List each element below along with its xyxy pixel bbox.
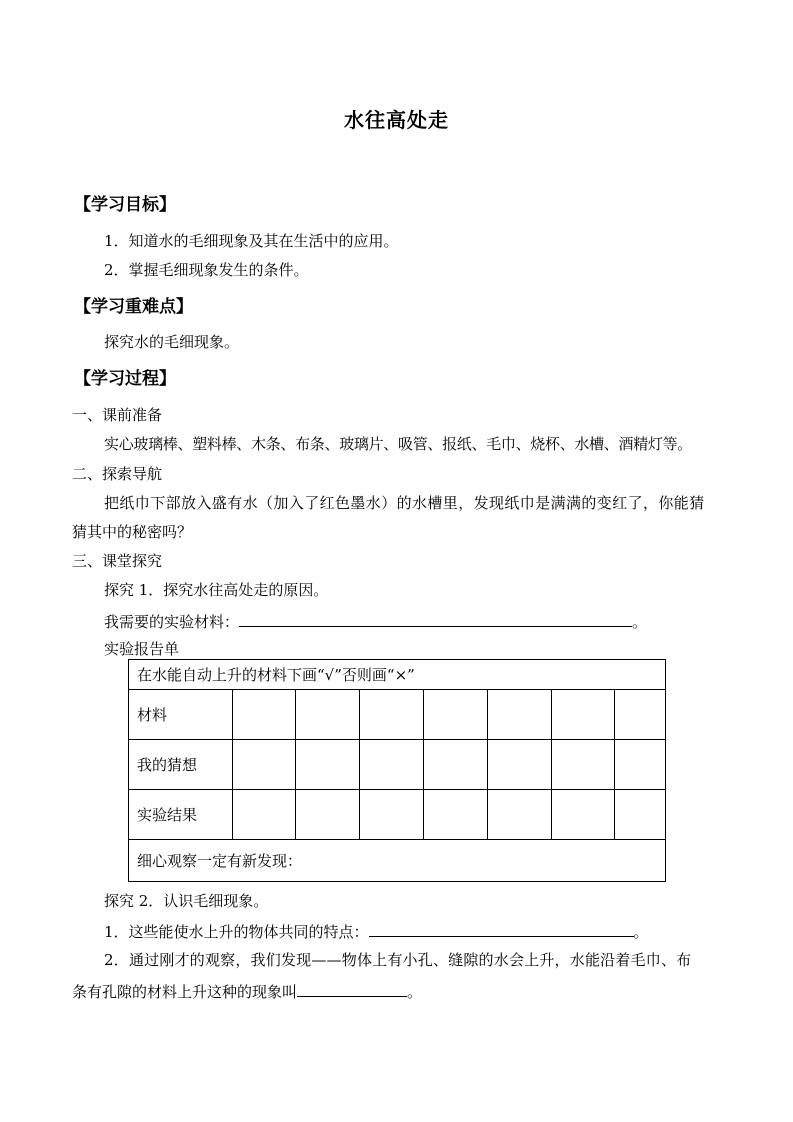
table-cell[interactable]	[615, 790, 666, 840]
table-cell[interactable]	[552, 690, 615, 740]
prep-text: 实心玻璃棒、塑料棒、木条、布条、玻璃片、吸管、报纸、毛巾、烧杯、水槽、酒精灯等。	[104, 435, 693, 453]
table-cell[interactable]	[360, 690, 424, 740]
table-cell[interactable]	[233, 740, 296, 790]
table-header-row	[129, 660, 666, 690]
question-2-end: 。	[407, 983, 423, 1001]
explore-1: 探究 1．探究水往高处走的原因。	[104, 581, 329, 599]
report-label: 实验报告单	[104, 640, 180, 658]
key-text: 探究水的毛细现象。	[104, 333, 240, 351]
goals-heading: 【学习目标】	[74, 195, 176, 215]
table-header-cell: 在水能自动上升的材料下画“√”否则画“×”	[129, 660, 666, 690]
materials-label: 我需要的实验材料：	[104, 613, 240, 631]
table-cell[interactable]	[424, 690, 488, 740]
row-label-materials: 材料	[129, 690, 233, 740]
table-note-cell[interactable]: 细心观察一定有新发现：	[129, 840, 666, 882]
table-cell[interactable]	[296, 790, 360, 840]
table-row	[129, 790, 666, 840]
table-cell[interactable]	[296, 740, 360, 790]
table-cell[interactable]	[488, 740, 552, 790]
table-cell[interactable]	[360, 740, 424, 790]
table-cell[interactable]	[424, 790, 488, 840]
explore-2: 探究 2．认识毛细现象。	[104, 892, 269, 910]
question-2-text: 条有孔隙的材料上升这种的现象叫	[72, 983, 298, 1001]
goal-item-1: 1．知道水的毛细现象及其在生活中的应用。	[104, 232, 399, 250]
table-cell[interactable]	[552, 740, 615, 790]
table-cell[interactable]	[233, 790, 296, 840]
row-label-result: 实验结果	[129, 790, 233, 840]
page-title: 水往高处走	[344, 108, 449, 132]
table-cell[interactable]	[488, 690, 552, 740]
table-cell[interactable]	[615, 690, 666, 740]
question-2-line-2	[72, 980, 422, 1002]
materials-blank[interactable]	[239, 610, 632, 627]
key-heading: 【学习重难点】	[74, 297, 193, 317]
nav-line-1: 把纸巾下部放入盛有水（加入了红色墨水）的水槽里，发现纸巾是满满的变红了，你能猜	[104, 494, 705, 512]
table-cell[interactable]	[615, 740, 666, 790]
question-1-text: 1．这些能使水上升的物体共同的特点：	[104, 923, 369, 941]
prep-title: 一、课前准备	[72, 406, 163, 424]
nav-title: 二、探索导航	[72, 465, 163, 483]
process-heading: 【学习过程】	[74, 369, 176, 389]
table-cell[interactable]	[424, 740, 488, 790]
report-table	[128, 659, 666, 882]
goal-item-2: 2．掌握毛细现象发生的条件。	[104, 261, 309, 279]
materials-line	[104, 610, 647, 632]
table-row	[129, 690, 666, 740]
nav-line-2: 猜其中的秘密吗？	[72, 523, 193, 541]
table-cell[interactable]	[296, 690, 360, 740]
row-label-guess: 我的猜想	[129, 740, 233, 790]
question-1-line	[104, 920, 649, 942]
table-note-row	[129, 840, 666, 882]
question-2-line-1: 2．通过刚才的观察，我们发现——物体上有小孔、缝隙的水会上升，水能沿着毛巾、布	[104, 951, 692, 969]
table-cell[interactable]	[488, 790, 552, 840]
table-cell[interactable]	[552, 790, 615, 840]
question-1-blank[interactable]	[369, 920, 634, 937]
question-1-end: 。	[633, 923, 649, 941]
question-2-blank[interactable]	[297, 980, 407, 997]
table-cell[interactable]	[233, 690, 296, 740]
class-title: 三、课堂探究	[72, 552, 163, 570]
materials-end: 。	[632, 613, 648, 631]
table-cell[interactable]	[360, 790, 424, 840]
table-row	[129, 740, 666, 790]
